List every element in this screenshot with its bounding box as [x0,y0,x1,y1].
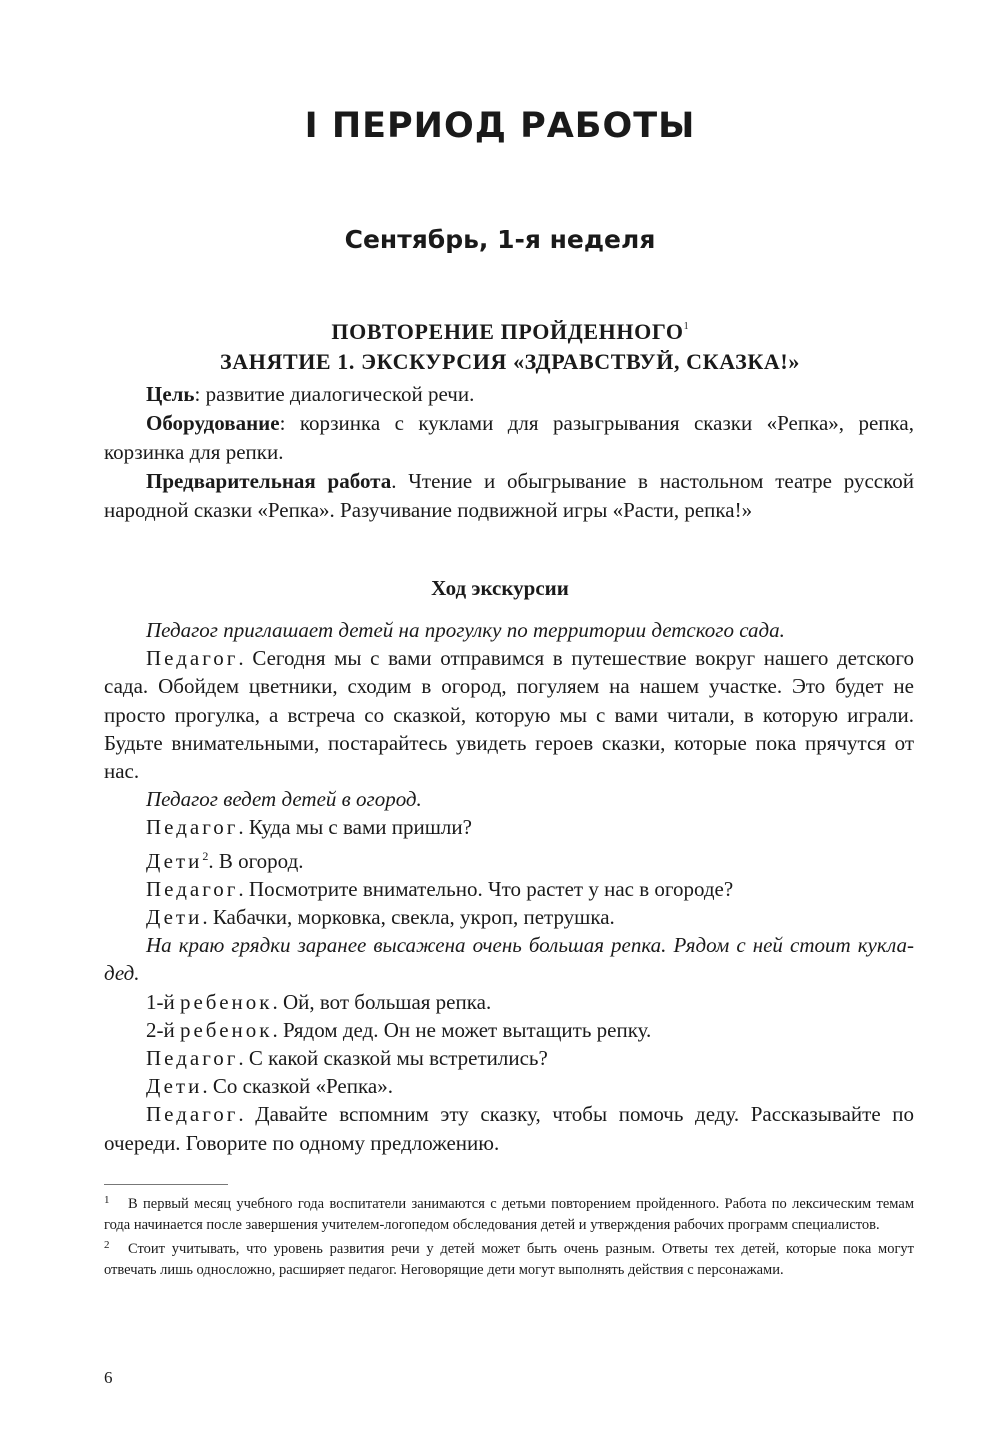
prep-label: Предварительная работа [146,469,392,493]
speaker-ordinal: 2-й [146,1017,180,1042]
footnote-number: 1 [104,1194,110,1206]
line-text: . Посмотрите внимательно. Что растет у нас в огороде? [238,876,734,901]
lesson-heading-line1: ПОВТОРЕНИЕ ПРОЙДЕННОГО [331,319,684,344]
dialogue-line [104,842,914,875]
line-text: . С какой сказкой мы встретились? [238,1046,548,1071]
footnote-text: В первый месяц учебного года воспитатели занимаются с детьми повторением пройденного. Работа по лексическим темам года начинается после завершения учителем-логопедом обследования детей и утверждения рабочих программ специалистов. [104,1196,914,1233]
line-text: . Куда мы с вами пришли? [238,815,472,840]
line-text: . Сегодня мы с вами отправимся в путешествие вокруг нашего детского сада. Обойдем цветники, сходим в огород, погуляем на нашем участке. Это будет не просто прогулка, а встреча со сказкой, которую мы с вами читали, в которую играли. Будьте внимательными, постарайтесь увидеть героев сказки, которые пока прячутся от нас. [104,646,914,784]
dialogue-line [104,813,914,841]
page-number: 6 [104,1368,113,1387]
speaker-label: Педагог [146,876,239,901]
dialogue-line [104,875,914,903]
speaker-label: Педагог [146,646,239,671]
line-text: . В огород. [208,848,304,873]
line-text: . Рядом дед. Он не может вытащить репку. [272,1017,652,1042]
goal-paragraph [104,380,914,409]
lesson-intro [104,380,914,525]
speaker-label: Дети [146,1074,203,1099]
dialogue-line [104,1072,914,1100]
prep-paragraph [104,467,914,525]
dialogue-line [104,988,914,1016]
line-text: . Кабачки, морковка, свекла, укроп, петрушка. [202,905,615,930]
dialogue-line [104,644,914,785]
footnote-divider [104,1184,228,1185]
stage-direction: Педагог приглашает детей на прогулку по территории детского сада. [146,618,785,642]
goal-label: Цель [146,382,195,406]
equipment-text: : корзинка с куклами для разыгрывания сказки «Репка», репка, корзинка для репки. [104,411,914,464]
week-title: Сентябрь, 1-я неделя [344,225,656,254]
dialogue [104,616,914,1157]
section-title: Ход экскурсии [431,576,569,600]
speaker-label: Дети [146,848,203,873]
footnote-2 [104,1235,914,1280]
speaker-ordinal: 1-й [146,989,180,1014]
goal-text: : развитие диалогической речи. [194,382,475,406]
lesson-heading [60,312,960,377]
lesson-heading-line2: ЗАНЯТИЕ 1. ЭКСКУРСИЯ «ЗДРАВСТВУЙ, СКАЗКА!» [220,349,800,374]
equipment-label: Оборудование [146,411,280,435]
line-text: . Давайте вспомним эту сказку, чтобы помочь деду. Рассказывайте по очереди. Говорите по одному предложению. [104,1102,914,1155]
speaker-label: ребенок [179,1017,273,1042]
footnote-number: 2 [104,1239,110,1251]
dialogue-line [104,1016,914,1044]
footnotes [104,1190,914,1280]
stage-direction: Педагог ведет детей в огород. [146,787,422,812]
speaker-label: Педагог [146,1046,239,1071]
equipment-paragraph [104,409,914,467]
footnote-ref-1: 1 [683,321,689,332]
speaker-label: Педагог [146,815,239,840]
footnote-ref-2: 2 [202,848,209,863]
speaker-label: ребенок [179,989,273,1014]
line-text: . Ой, вот большая репка. [272,989,492,1014]
prep-text: . Чтение и обыгрывание в настольном театре русской народной сказки «Репка». Разучивание подвижной игры «Расти, репка!» [104,469,914,522]
dialogue-line [104,903,914,931]
footnote-1 [104,1190,914,1235]
dialogue-line [104,1100,914,1156]
speaker-label: Педагог [146,1102,239,1127]
period-title: I ПЕРИОД РАБОТЫ [304,106,696,146]
speaker-label: Дети [146,905,203,930]
line-text: . Со сказкой «Репка». [202,1074,393,1099]
dialogue-line [104,1044,914,1072]
stage-direction: На краю грядки заранее высажена очень большая репка. Рядом с ней стоит кукла-дед. [104,933,914,986]
footnote-text: Стоит учитывать, что уровень развития речи у детей может быть очень разным. Ответы тех детей, которые пока могут отвечать лишь односложно, расширяет педагог. Неговорящие дети могут выполнять действия с персонажами. [104,1241,914,1278]
